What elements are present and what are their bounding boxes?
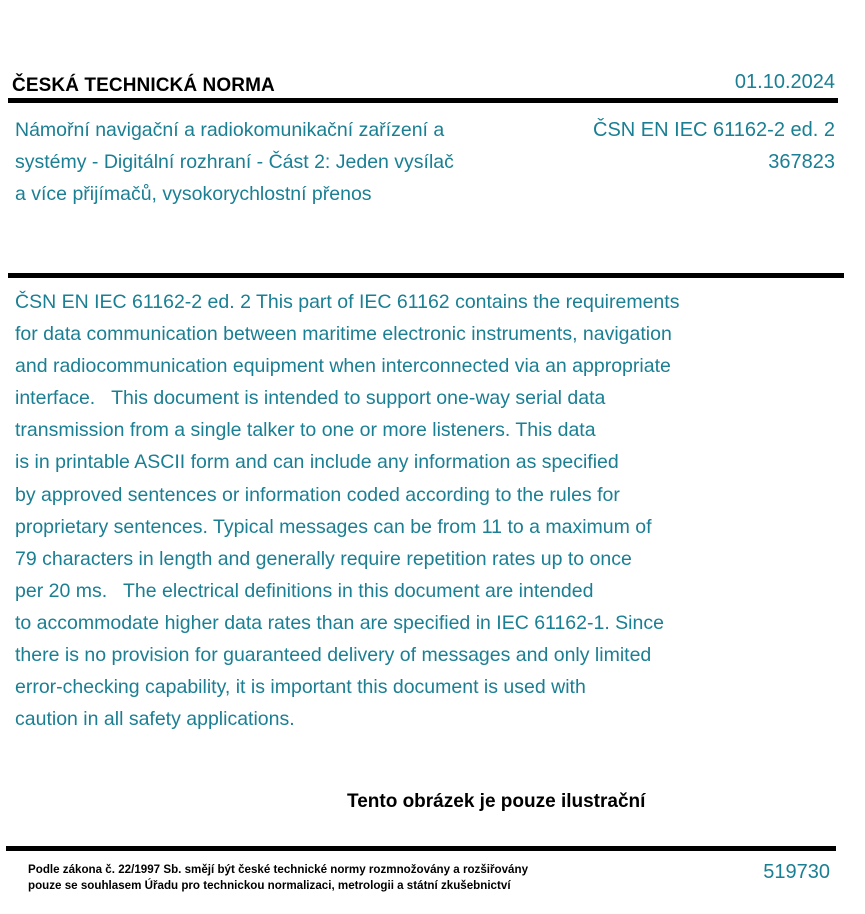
abstract-line: to accommodate higher data rates than are specified in IEC 61162-1. Since	[15, 611, 664, 634]
abstract-line: for data communication between maritime electronic instruments, navigation	[15, 323, 672, 346]
abstract-text	[15, 286, 775, 735]
legal-notice	[28, 862, 528, 894]
title-line: a více přijímačů, vysokorychlostní přenos	[15, 183, 372, 205]
document-number: 519730	[763, 861, 830, 883]
abstract-line: 79 characters in length and generally require repetition rates up to once	[15, 547, 632, 570]
abstract-line: proprietary sentences. Typical messages can be from 11 to a maximum of	[15, 515, 652, 538]
class-number: 367823	[768, 151, 835, 173]
illustration-notice: Tento obrázek je pouze ilustrační	[347, 791, 646, 812]
title-line: systémy - Digitální rozhraní - Část 2: Jeden vysílač	[15, 151, 454, 173]
top-divider	[8, 98, 838, 103]
abstract-line: and radiocommunication equipment when interconnected via an appropriate	[15, 355, 671, 378]
publication-date: 01.10.2024	[734, 71, 835, 93]
standard-code: ČSN EN IEC 61162-2 ed. 2	[593, 119, 835, 141]
abstract-line: interface. This document is intended to support one-way serial data	[15, 387, 606, 410]
title-line: Námořní navigační a radiokomunikační zařízení a	[15, 119, 445, 141]
legal-line: pouze se souhlasem Úřadu pro technickou normalizaci, metrologii a státní zkušebnictví	[28, 879, 511, 892]
document-title	[15, 114, 535, 210]
bottom-divider	[6, 846, 836, 851]
abstract-line: ČSN EN IEC 61162-2 ed. 2 This part of IEC 61162 contains the requirements	[15, 291, 680, 313]
legal-line: Podle zákona č. 22/1997 Sb. smějí být české technické normy rozmnožovány a rozšiřovány	[28, 863, 529, 876]
abstract-line: error-checking capability, it is important this document is used with	[15, 676, 586, 699]
norm-heading: ČESKÁ TECHNICKÁ NORMA	[12, 75, 275, 96]
abstract-line: by approved sentences or information coded according to the rules for	[15, 483, 620, 506]
abstract-line: there is no provision for guaranteed delivery of messages and only limited	[15, 644, 652, 667]
abstract-line: is in printable ASCII form and can include any information as specified	[15, 451, 619, 474]
middle-divider	[8, 273, 844, 278]
standard-identification	[593, 114, 835, 178]
abstract-line: transmission from a single talker to one or more listeners. This data	[15, 419, 596, 442]
abstract-line: caution in all safety applications.	[15, 708, 295, 731]
abstract-line: per 20 ms. The electrical definitions in this document are intended	[15, 579, 594, 602]
